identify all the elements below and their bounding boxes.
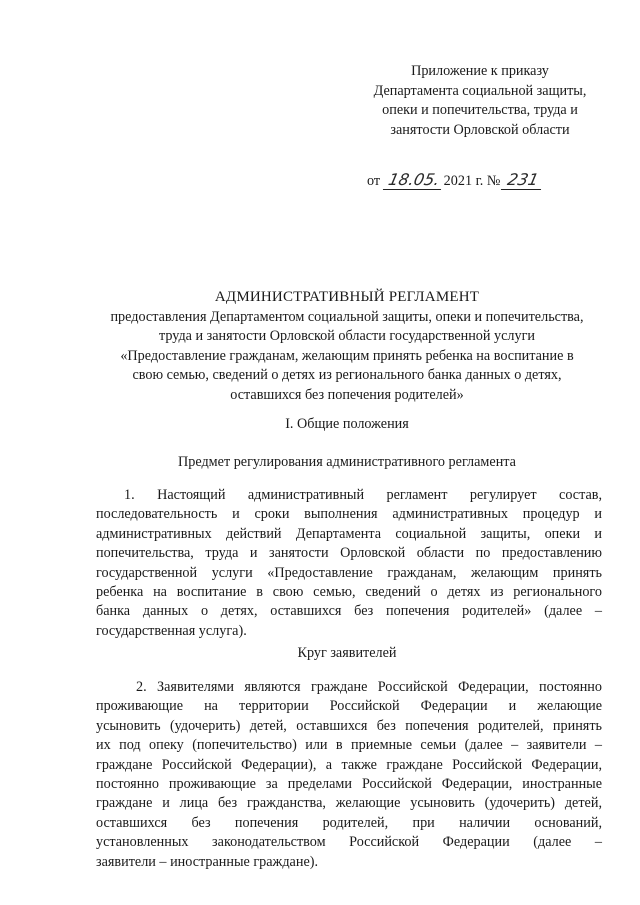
title-line: труда и занятости Орловской области государственной услуги [158,328,536,344]
paragraph-line: установленных законодательством Российской Федерации (далее – [96,834,602,851]
paragraph-line: последовательность и сроки выполнения административных процедур и [96,506,602,523]
appendix-header [360,62,600,140]
appendix-line: Приложение к приказу [411,63,549,79]
title-line: «Предоставление гражданам, желающим принять ребенка на воспитание в [120,347,574,364]
document-title: АДМИНИСТРАТИВНЫЙ РЕГЛАМЕНТ [214,289,480,305]
paragraph-1 [96,486,602,641]
handwritten-date: 18.05. [383,170,445,190]
paragraph-line: банка данных о детях, оставшихся без попечения родителей» (далее – [96,603,602,620]
paragraph-line: усыновить (удочерить) детей, оставшихся без попечения родителей, принять [96,717,602,734]
paragraph-line: оставшихся без попечения родителей, при наличии оснований, [96,814,602,831]
title-line: предоставления Департаментом социальной защиты, опеки и попечительства, [110,308,584,325]
paragraph-line: государственной услуги «Предоставление гражданам, желающим принять [96,564,602,581]
paragraph-line: граждане Российской Федерации), а также граждане Российской Федерации, [96,756,602,773]
paragraph-line: 1. Настоящий административный регламент регулирует состав, [124,487,602,503]
regulation-title [88,288,606,405]
paragraph-line: заявители – иностранные граждане). [96,853,319,870]
order-year: 2021 г. № [443,173,501,189]
paragraph-2 [96,678,602,872]
order-reference [367,170,543,190]
appendix-line: Департамента социальной защиты, [373,82,587,99]
appendix-line: опеки и попечительства, труда и [382,102,578,118]
order-prefix: от [367,173,381,189]
paragraph-line: административных действий Департамента социальной защиты, опеки и [96,525,602,542]
paragraph-line: граждане и лица без гражданства, желающие усыновить (удочерить) детей, [96,795,602,812]
paragraph-line: их под опеку (попечительство) или в приемные семьи (далее – заявители – [96,737,602,754]
paragraph-line: ребенка на воспитание в свою семью, сведений о детях из регионального [96,583,602,600]
paragraph-line: постоянно проживающие за пределами Российской Федерации, иностранные [96,775,602,792]
title-line: оставшихся без попечения родителей» [230,386,464,403]
subsection-heading: Предмет регулирования административного регламента [178,454,516,470]
subsection-heading: Круг заявителей [297,645,397,661]
handwritten-number: 231 [501,170,545,190]
paragraph-line: попечительства, труда и занятости Орловской области по предоставлению [96,545,602,562]
title-line: свою семью, сведений о детях из регионального банка данных о детях, [132,367,562,383]
paragraph-line: государственная услуга). [96,622,247,639]
paragraph-line: проживающие на территории Российской Федерации и желающие [96,698,602,715]
section-heading: I. Общие положения [285,416,409,432]
paragraph-line: 2. Заявителями являются граждане Российской Федерации, постоянно [136,679,602,695]
appendix-line: занятости Орловской области [390,121,570,138]
